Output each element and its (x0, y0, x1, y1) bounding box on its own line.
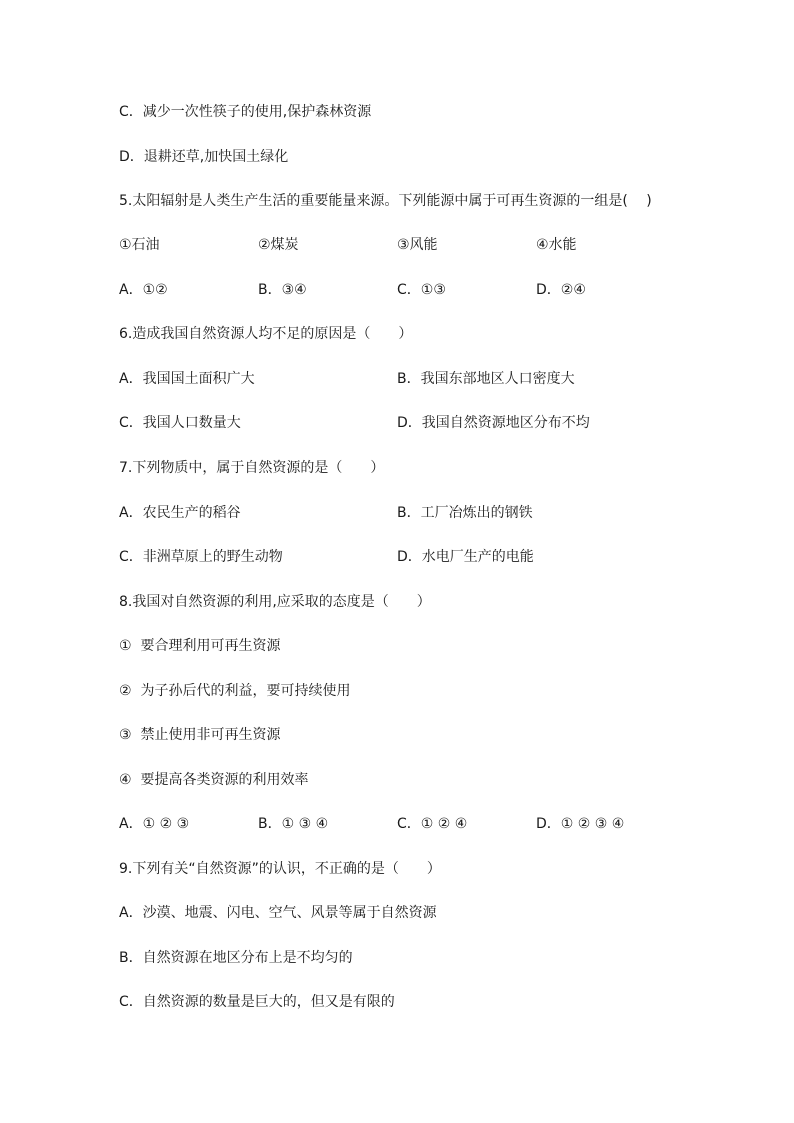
q6-option: A．我国国土面积广大 (119, 371, 255, 387)
q6-stem: 6.造成我国自然资源人均不足的原因是（ ） (119, 326, 413, 342)
q4-option-c: C．减少一次性筷子的使用,保护森林资源 (119, 104, 372, 120)
q6-option: D．我国自然资源地区分布不均 (397, 415, 590, 431)
q9-option: B．自然资源在地区分布上是不均匀的 (119, 950, 353, 966)
q5-option: D．②④ (536, 282, 586, 298)
q8-option: D．① ② ③ ④ (536, 816, 625, 832)
q5-option: B．③④ (258, 282, 307, 298)
q9-option: A．沙漠、地震、闪电、空气、风景等属于自然资源 (119, 905, 437, 921)
q5-option: A．①② (119, 282, 168, 298)
q6-option: C．我国人口数量大 (119, 415, 241, 431)
q7-stem: 7.下列物质中，属于自然资源的是（ ） (119, 460, 385, 476)
q8-item: ① 要合理利用可再生资源 (119, 638, 281, 654)
q5-item: ②煤炭 (258, 237, 299, 253)
q8-option: C．① ② ④ (397, 816, 468, 832)
q5-item: ④水能 (536, 237, 577, 253)
q5-item: ③风能 (397, 237, 438, 253)
q8-item: ④ 要提高各类资源的利用效率 (119, 772, 309, 788)
q4-option-d: D．退耕还草,加快国土绿化 (119, 149, 289, 165)
q9-stem: 9.下列有关“自然资源”的认识，不正确的是（ ） (119, 861, 441, 877)
q7-option: A．农民生产的稻谷 (119, 505, 241, 521)
q7-option: C．非洲草原上的野生动物 (119, 549, 283, 565)
q7-option: B．工厂冶炼出的钢铁 (397, 505, 533, 521)
q8-stem: 8.我国对自然资源的利用,应采取的态度是（ ） (119, 594, 431, 610)
q8-item: ② 为子孙后代的利益，要可持续使用 (119, 683, 351, 699)
q7-option: D．水电厂生产的电能 (397, 549, 534, 565)
q5-option: C．①③ (397, 282, 446, 298)
q8-option: A．① ② ③ (119, 816, 190, 832)
q8-option: B．① ③ ④ (258, 816, 329, 832)
q8-item: ③ 禁止使用非可再生资源 (119, 727, 281, 743)
q5-stem: 5.太阳辐射是人类生产生活的重要能量来源。下列能源中属于可再生资源的一组是( ) (119, 193, 652, 209)
q5-item: ①石油 (119, 237, 160, 253)
q9-option: C．自然资源的数量是巨大的，但又是有限的 (119, 994, 395, 1010)
q6-option: B．我国东部地区人口密度大 (397, 371, 575, 387)
